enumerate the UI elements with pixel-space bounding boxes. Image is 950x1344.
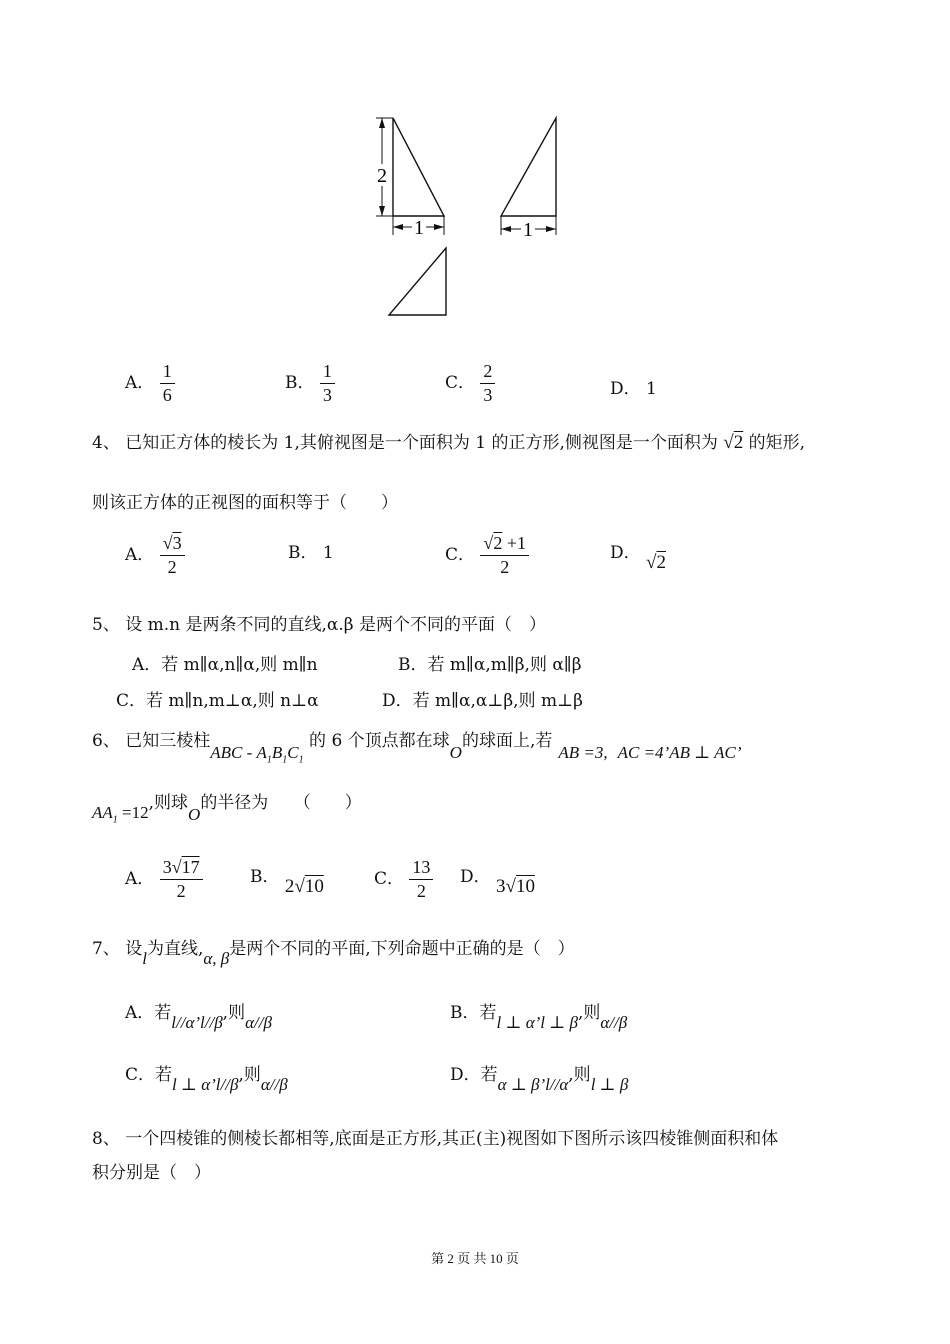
radicand: 2 [733,432,744,453]
numerator: 1 [320,362,335,384]
numerator: √3 [160,534,185,556]
q7-text-b: 为直线, [146,939,204,959]
prism-sub: 1 [298,754,304,766]
q6-text-a: 6、 已知三棱柱 [92,731,211,751]
radicand: 3 [172,533,182,553]
option-label: C． [445,372,476,393]
option-condition: l ⊥ α’l//β [172,1075,239,1094]
option-result: α//β [260,1075,288,1094]
prism-name [210,743,304,766]
aa1-base: AA [92,803,113,822]
denominator: 3 [322,384,332,405]
q6-text-e: 的半径为 （ ） [200,793,362,813]
q4-text-b: 的矩形, [748,433,806,453]
option-value: 1 [322,543,334,563]
line-symbol: l [142,949,147,968]
q4-option-a[interactable] [125,534,185,577]
option-label: D．若 [450,1065,498,1085]
q3-option-a[interactable] [125,362,175,405]
three-view-figure [360,108,570,323]
sqrt-expression: 3√10 [496,876,535,897]
height-label: 2 [377,165,387,187]
denominator: 3 [483,384,493,405]
denominator: 6 [162,384,172,405]
q3-option-c[interactable] [445,362,495,405]
fraction [160,858,203,901]
q7-stem [92,934,575,968]
prism-part: A [256,743,267,762]
q6-stem-line1 [92,726,742,766]
numerator: 1 [160,362,175,384]
q6-text-c: 的球面上,若 [461,731,553,751]
option-label: C．若 [125,1065,173,1085]
sphere-symbol: O [449,743,462,762]
option-label: B． [288,543,318,563]
q6-condition-1: AB =3, [558,743,608,762]
arrow-down-icon [379,206,385,216]
radicand: 2 [493,533,503,553]
q6-option-b[interactable] [250,862,324,897]
option-then: ,则 [577,1003,601,1023]
prism-sub: 1 [266,754,272,766]
option-value: 1 [646,379,657,399]
fraction [160,534,185,577]
option-label: B． [285,372,315,393]
aa1-value: =12 [117,803,149,822]
side-view-triangle [501,118,556,216]
coefficient: 3 [496,876,506,897]
sphere-symbol: O [188,805,201,824]
width-left-label: 1 [414,217,424,239]
width-right-label: 1 [523,219,533,241]
q8-stem-line1: 8、 一个四棱锥的侧棱长都相等,底面是正方形,其正(主)视图如下图所示该四棱锥侧面积和体 [92,1129,779,1149]
fraction [480,362,495,405]
denominator: 2 [500,556,510,577]
option-result: α//β [600,1013,628,1032]
q4-option-c[interactable] [445,534,529,577]
option-condition: α ⊥ β’l//α [497,1075,569,1094]
numerator: 3√17 [160,858,203,880]
q3-option-b[interactable] [285,362,335,405]
arrow-up-icon [379,118,385,128]
numerator: 13 [409,858,433,880]
option-label: A． [125,868,155,889]
q5-stem: 5、 设 m.n 是两条不同的直线,α.β 是两个不同的平面（ ） [92,615,547,635]
q6-option-c[interactable] [374,858,433,901]
q6-stem-line2 [92,788,362,826]
sqrt: √2 [723,432,744,453]
fraction [160,362,175,405]
denominator: 2 [416,880,426,901]
option-condition: l//α’l//β [171,1013,223,1032]
q7-option-b[interactable] [450,998,628,1032]
arrow-left-icon [501,226,511,232]
arrow-left-icon [393,224,403,230]
prism-part: B [271,743,283,762]
q7-option-a[interactable] [125,998,272,1032]
q6-text-d: ,则球 [148,793,189,813]
option-label: B． [250,867,280,887]
q7-option-c[interactable] [125,1060,288,1094]
coefficient: 2 [284,876,295,897]
option-label: D． [610,543,641,563]
q5-option-d[interactable]: D．若 m∥α,α⊥β,则 m⊥β [382,691,583,711]
planes-symbol: α, β [203,949,230,968]
q3-option-d[interactable] [610,374,657,399]
q5-option-b[interactable]: B．若 m∥α,m∥β,则 α∥β [398,655,582,675]
q6-option-a[interactable] [125,858,203,901]
prism-dash: - [242,743,257,762]
option-label: C． [374,868,405,889]
option-label: C． [445,544,476,565]
q7-text-c: 是两个不同的平面,下列命题中正确的是（ ） [229,939,575,959]
radicand: 10 [304,876,324,897]
prism-part: C [287,743,299,762]
q6-text-b: 的 6 个顶点都在球 [309,731,450,751]
top-view-triangle [389,248,446,315]
q7-option-d[interactable] [450,1060,629,1094]
option-label: D． [610,379,641,399]
fraction [480,534,529,577]
q4-option-d[interactable] [610,538,666,573]
option-then: ,则 [568,1065,591,1085]
option-label: A． [125,372,155,393]
front-view-triangle [393,118,444,216]
arrow-right-icon [546,226,556,232]
aa1-sub: 1 [112,814,118,826]
q4-option-b[interactable] [288,538,334,563]
q5-option-c[interactable]: C．若 m∥n,m⊥α,则 n⊥α [116,691,319,711]
radicand: 10 [515,876,535,897]
coefficient: 3 [162,857,172,877]
option-label: B．若 [450,1003,497,1023]
option-then: ,则 [222,1003,246,1023]
q4-stem-line1 [92,428,805,454]
numerator: √2 +1 [480,534,529,556]
q8-stem-line2: 积分别是（ ） [92,1163,211,1183]
sqrt: √2 [646,552,666,573]
option-result: l ⊥ β [590,1075,629,1094]
numerator: 2 [480,362,495,384]
q7-text-a: 7、 设 [92,939,143,959]
option-label: D． [460,867,491,887]
q5-option-a[interactable]: A．若 m∥α,n∥α,则 m∥n [132,655,318,675]
q4-text-a: 4、 已知正方体的棱长为 1,其俯视图是一个面积为 1 的正方形,侧视图是一个面积为 [92,433,718,453]
radicand: 17 [181,857,200,877]
option-result: α//β [245,1013,272,1032]
fraction [409,858,433,901]
option-label: A． [125,544,155,565]
page-footer: 第 2 页 共 10 页 [431,1251,519,1266]
denominator: 2 [167,556,177,577]
q6-option-d[interactable] [460,862,535,897]
option-condition: l ⊥ α’l ⊥ β [496,1013,578,1032]
radicand: 2 [656,552,666,573]
option-then: ,则 [238,1065,261,1085]
aa1-expression [92,803,149,826]
fraction [320,362,335,405]
sqrt-expression: 2√10 [284,876,324,897]
arrow-right-icon [434,224,444,230]
q6-condition-2: AC =4’AB ⊥ AC’ [617,743,742,762]
numerator-tail: +1 [502,533,526,553]
prism-part: ABC [210,743,243,762]
option-label: A．若 [125,1003,172,1023]
prism-sub: 1 [282,754,288,766]
denominator: 2 [176,880,186,901]
q4-stem-line2: 则该正方体的正视图的面积等于（ ） [92,493,398,513]
